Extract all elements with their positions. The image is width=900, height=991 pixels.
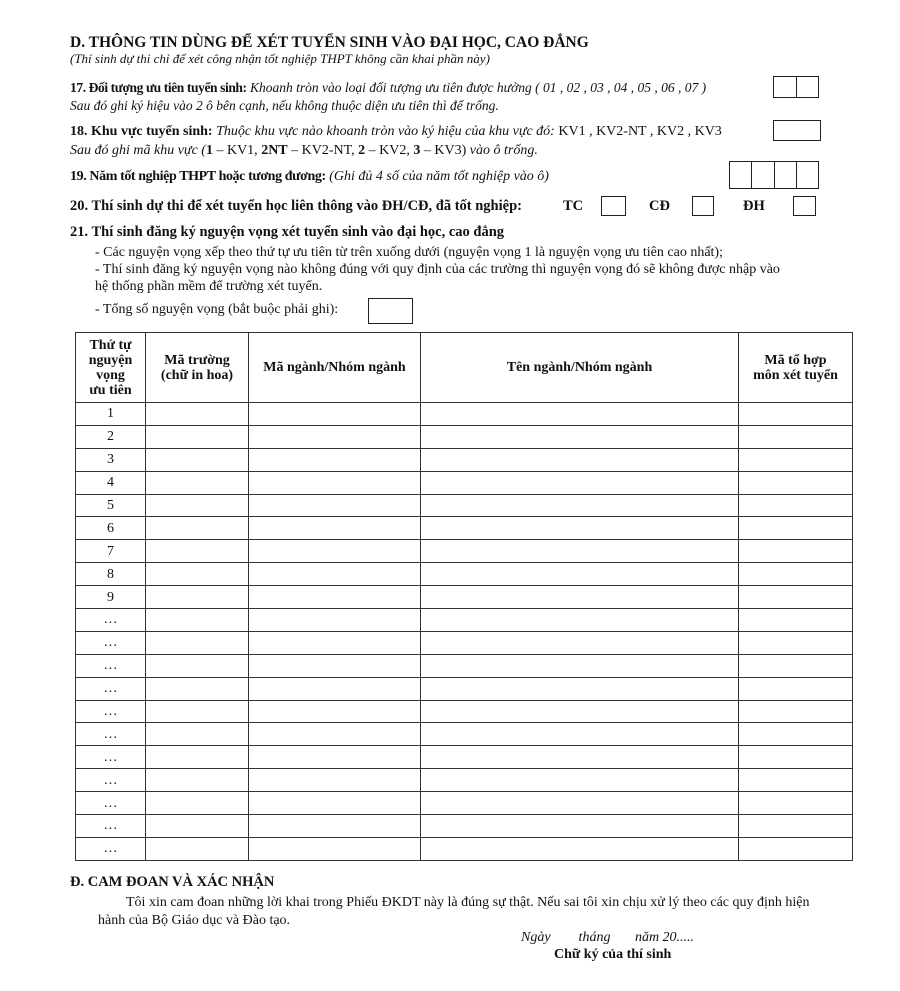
- table-row: [76, 631, 853, 654]
- table-row: [76, 609, 853, 632]
- q19-line: [70, 169, 549, 185]
- q18-label: 18. Khu vực tuyển sinh:: [70, 124, 213, 139]
- major-code-cell[interactable]: [249, 425, 421, 448]
- signature-label: Chữ ký của thí sinh: [554, 947, 672, 962]
- q17-label: 17. Đối tượng ưu tiên tuyển sinh:: [70, 80, 247, 95]
- table-row: [76, 723, 853, 746]
- school-code-cell[interactable]: [146, 471, 249, 494]
- q17-line2: Sau đó ghi ký hiệu vào 2 ô bên cạnh, nếu không thuộc diện ưu tiên thì để trống.: [70, 98, 499, 113]
- major-name-cell[interactable]: [421, 631, 739, 654]
- q20-option-cd: CĐ: [649, 198, 670, 214]
- major-name-cell[interactable]: [421, 769, 739, 792]
- school-code-cell[interactable]: [146, 586, 249, 609]
- major-code-cell[interactable]: [249, 792, 421, 815]
- table-header-row: [76, 333, 853, 403]
- major-code-cell[interactable]: [249, 517, 421, 540]
- row-order-number: …: [76, 609, 146, 632]
- q17-line: [70, 80, 706, 96]
- row-order-number: …: [76, 837, 146, 860]
- major-code-cell[interactable]: [249, 609, 421, 632]
- q18-line2: Sau đó ghi mã khu vực (1 – KV1, 2NT – KV2-NT, 2 – KV2, 3 – KV3) vào ô trống.: [70, 143, 538, 158]
- col-major-code-header: Mã ngành/Nhóm ngành: [249, 333, 421, 403]
- row-order-number: 3: [76, 448, 146, 471]
- combo-code-cell[interactable]: [739, 403, 853, 426]
- major-code-cell[interactable]: [249, 769, 421, 792]
- major-code-cell[interactable]: [249, 540, 421, 563]
- combo-code-cell[interactable]: [739, 586, 853, 609]
- q18-text: Thuộc khu vực nào khoanh tròn vào ký hiệu của khu vực đó:: [216, 124, 555, 139]
- q20-dh-checkbox[interactable]: [793, 196, 816, 216]
- q21-bullet1: - Các nguyện vọng xếp theo thứ tự ưu tiên từ trên xuống dưới (nguyện vọng 1 là nguyện vọng ưu tiên cao nhất);: [95, 245, 723, 260]
- table-row: [76, 769, 853, 792]
- major-name-cell[interactable]: [421, 792, 739, 815]
- row-order-number: …: [76, 723, 146, 746]
- row-order-number: …: [76, 815, 146, 838]
- major-code-cell[interactable]: [249, 448, 421, 471]
- combo-code-cell[interactable]: [739, 677, 853, 700]
- major-code-cell[interactable]: [249, 654, 421, 677]
- table-row: [76, 815, 853, 838]
- major-name-cell[interactable]: [421, 723, 739, 746]
- school-code-cell[interactable]: [146, 837, 249, 860]
- section-d-note: (Thí sinh dự thi chỉ để xét công nhận tốt nghiệp THPT không cần khai phần này): [70, 51, 490, 66]
- major-code-cell[interactable]: [249, 815, 421, 838]
- major-name-cell[interactable]: [421, 815, 739, 838]
- major-name-cell[interactable]: [421, 448, 739, 471]
- row-order-number: …: [76, 654, 146, 677]
- school-code-cell[interactable]: [146, 815, 249, 838]
- major-name-cell[interactable]: [421, 837, 739, 860]
- school-code-cell[interactable]: [146, 792, 249, 815]
- combo-code-cell[interactable]: [739, 654, 853, 677]
- major-name-cell[interactable]: [421, 654, 739, 677]
- school-code-cell[interactable]: [146, 403, 249, 426]
- major-name-cell[interactable]: [421, 677, 739, 700]
- school-code-cell[interactable]: [146, 540, 249, 563]
- major-name-cell[interactable]: [421, 700, 739, 723]
- major-name-cell[interactable]: [421, 425, 739, 448]
- combo-code-cell[interactable]: [739, 517, 853, 540]
- table-row: [76, 563, 853, 586]
- q21-bullet3: - Tổng số nguyện vọng (bắt buộc phải ghi):: [95, 302, 339, 317]
- combo-code-cell[interactable]: [739, 769, 853, 792]
- q17-text: Khoanh tròn vào loại đối tượng ưu tiên được hưởng ( 01 , 02 , 03 , 04 , 05 , 06 , 07 ): [250, 80, 707, 95]
- q20-option-tc: TC: [563, 198, 584, 214]
- major-code-cell[interactable]: [249, 677, 421, 700]
- school-code-cell[interactable]: [146, 631, 249, 654]
- row-order-number: …: [76, 631, 146, 654]
- table-row: [76, 471, 853, 494]
- row-order-number: 6: [76, 517, 146, 540]
- table-row: [76, 700, 853, 723]
- major-name-cell[interactable]: [421, 494, 739, 517]
- school-code-cell[interactable]: [146, 425, 249, 448]
- school-code-cell[interactable]: [146, 746, 249, 769]
- major-code-cell[interactable]: [249, 494, 421, 517]
- major-name-cell[interactable]: [421, 540, 739, 563]
- table-row: [76, 677, 853, 700]
- major-name-cell[interactable]: [421, 403, 739, 426]
- school-code-cell[interactable]: [146, 700, 249, 723]
- combo-code-cell[interactable]: [739, 448, 853, 471]
- table-row: [76, 540, 853, 563]
- major-code-cell[interactable]: [249, 837, 421, 860]
- combo-code-cell[interactable]: [739, 494, 853, 517]
- row-order-number: 8: [76, 563, 146, 586]
- q18-area-box[interactable]: [773, 120, 821, 141]
- school-code-cell[interactable]: [146, 609, 249, 632]
- major-name-cell[interactable]: [421, 609, 739, 632]
- major-name-cell[interactable]: [421, 586, 739, 609]
- school-code-cell[interactable]: [146, 563, 249, 586]
- q21-label: 21. Thí sinh đăng ký nguyện vọng xét tuyển sinh vào đại học, cao đẳng: [70, 224, 505, 240]
- table-row: [76, 746, 853, 769]
- combo-code-cell[interactable]: [739, 540, 853, 563]
- school-code-cell[interactable]: [146, 769, 249, 792]
- q19-label: 19. Năm tốt nghiệp THPT hoặc tương đương:: [70, 169, 326, 184]
- major-code-cell[interactable]: [249, 471, 421, 494]
- row-order-number: 9: [76, 586, 146, 609]
- school-code-cell[interactable]: [146, 517, 249, 540]
- table-row: [76, 792, 853, 815]
- q21-total-box[interactable]: [368, 298, 413, 324]
- major-code-cell[interactable]: [249, 723, 421, 746]
- q20-cd-checkbox[interactable]: [692, 196, 714, 216]
- row-order-number: …: [76, 792, 146, 815]
- table-row: [76, 654, 853, 677]
- combo-code-cell[interactable]: [739, 837, 853, 860]
- row-order-number: …: [76, 769, 146, 792]
- table-row: [76, 448, 853, 471]
- major-name-cell[interactable]: [421, 746, 739, 769]
- commitment-line2: hành của Bộ Giáo dục và Đào tạo.: [98, 913, 291, 928]
- q19-text: (Ghi đủ 4 số của năm tốt nghiệp vào ô): [329, 169, 549, 184]
- q21-bullet2a: - Thí sinh đăng ký nguyện vọng nào không đúng với quy định của các trường thì nguyện vọng đó sẽ không được nhập vào: [95, 262, 780, 277]
- major-name-cell[interactable]: [421, 517, 739, 540]
- q19-year-boxes[interactable]: [729, 161, 819, 189]
- col-combo-header: Mã tổ hợp môn xét tuyển: [739, 333, 853, 403]
- combo-code-cell[interactable]: [739, 815, 853, 838]
- major-code-cell[interactable]: [249, 403, 421, 426]
- col-major-name-header: Tên ngành/Nhóm ngành: [421, 333, 739, 403]
- table-row: [76, 494, 853, 517]
- combo-code-cell[interactable]: [739, 723, 853, 746]
- row-order-number: 7: [76, 540, 146, 563]
- combo-code-cell[interactable]: [739, 792, 853, 815]
- combo-code-cell[interactable]: [739, 425, 853, 448]
- table-row: [76, 517, 853, 540]
- wish-table: [75, 332, 853, 861]
- row-order-number: …: [76, 677, 146, 700]
- school-code-cell[interactable]: [146, 448, 249, 471]
- q17-code-boxes[interactable]: [773, 76, 819, 98]
- major-code-cell[interactable]: [249, 700, 421, 723]
- row-order-number: 5: [76, 494, 146, 517]
- major-code-cell[interactable]: [249, 563, 421, 586]
- combo-code-cell[interactable]: [739, 471, 853, 494]
- combo-code-cell[interactable]: [739, 746, 853, 769]
- row-order-number: 1: [76, 403, 146, 426]
- combo-code-cell[interactable]: [739, 609, 853, 632]
- commitment-line1: Tôi xin cam đoan những lời khai trong Phiếu ĐKDT này là đúng sự thật. Nếu sai tôi xin chịu xử lý theo các quy định hiện: [126, 895, 810, 910]
- school-code-cell[interactable]: [146, 494, 249, 517]
- section-dd-title: Đ. CAM ĐOAN VÀ XÁC NHẬN: [70, 874, 275, 890]
- section-d-title: D. THÔNG TIN DÙNG ĐỂ XÉT TUYỂN SINH VÀO ĐẠI HỌC, CAO ĐẲNG: [70, 34, 589, 51]
- major-code-cell[interactable]: [249, 586, 421, 609]
- row-order-number: 2: [76, 425, 146, 448]
- q20-label: 20. Thí sinh dự thi để xét tuyển học liên thông vào ĐH/CĐ, đã tốt nghiệp:: [70, 198, 522, 214]
- major-code-cell[interactable]: [249, 746, 421, 769]
- table-row: [76, 403, 853, 426]
- q20-tc-checkbox[interactable]: [601, 196, 626, 216]
- row-order-number: 4: [76, 471, 146, 494]
- q18-codes: KV1 , KV2-NT , KV2 , KV3: [558, 124, 722, 139]
- table-row: [76, 586, 853, 609]
- date-line: Ngày tháng năm 20.....: [521, 930, 695, 945]
- school-code-cell[interactable]: [146, 723, 249, 746]
- combo-code-cell[interactable]: [739, 631, 853, 654]
- major-name-cell[interactable]: [421, 471, 739, 494]
- row-order-number: …: [76, 700, 146, 723]
- combo-code-cell[interactable]: [739, 700, 853, 723]
- table-row: [76, 425, 853, 448]
- q21-bullet2b: hệ thống phần mềm để trường xét tuyển.: [95, 279, 323, 294]
- col-order-header: Thứ tự nguyện vọng ưu tiên: [76, 333, 146, 403]
- table-row: [76, 837, 853, 860]
- school-code-cell[interactable]: [146, 677, 249, 700]
- q18-line: [70, 124, 722, 140]
- combo-code-cell[interactable]: [739, 563, 853, 586]
- major-name-cell[interactable]: [421, 563, 739, 586]
- school-code-cell[interactable]: [146, 654, 249, 677]
- major-code-cell[interactable]: [249, 631, 421, 654]
- row-order-number: …: [76, 746, 146, 769]
- col-school-header: Mã trường (chữ in hoa): [146, 333, 249, 403]
- q20-option-dh: ĐH: [743, 198, 765, 214]
